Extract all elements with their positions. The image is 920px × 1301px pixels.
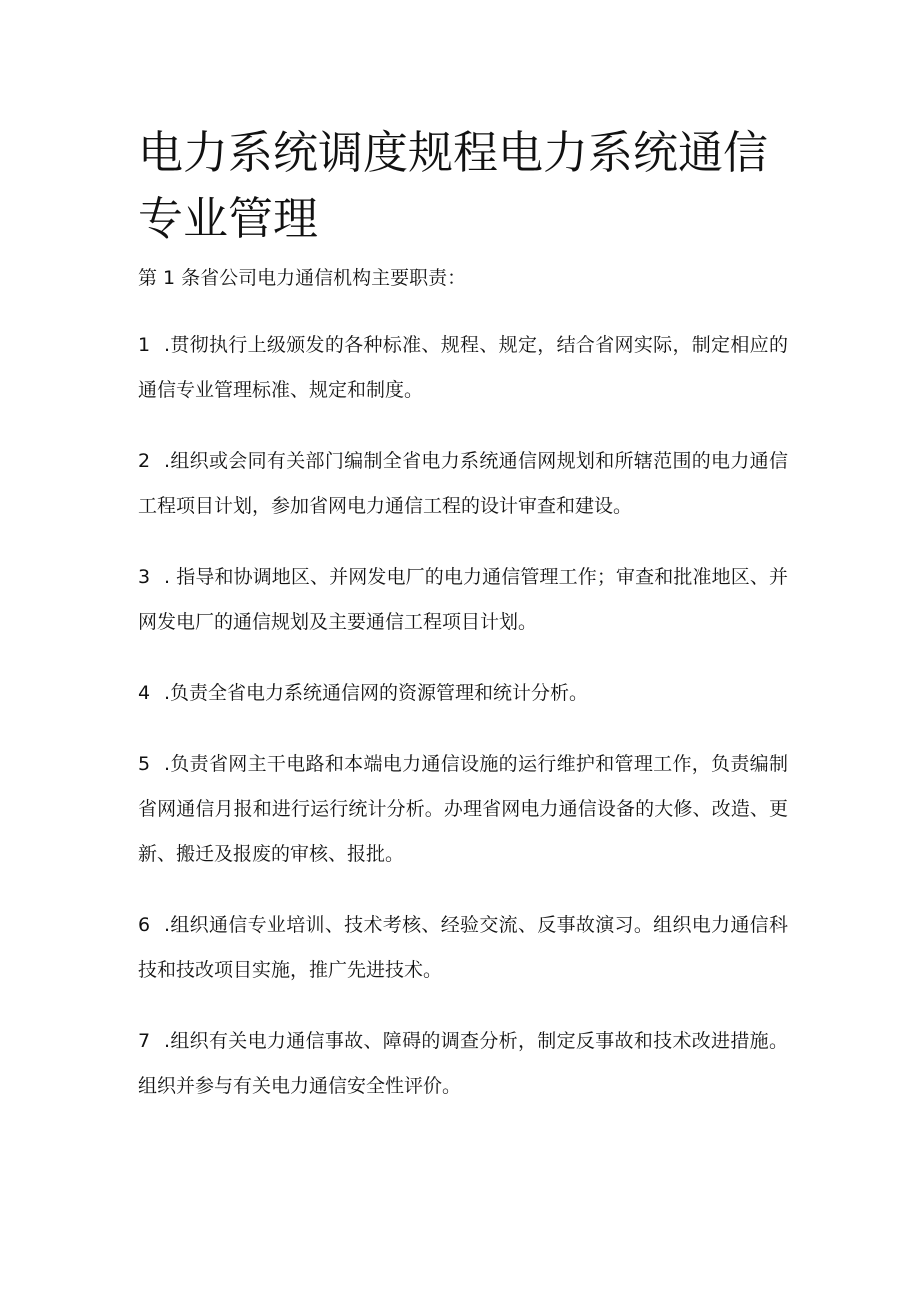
- duty-item: [138, 742, 788, 877]
- item-number: 5: [138, 753, 151, 775]
- item-number: 7: [138, 1030, 151, 1052]
- article-heading: 第 1 条省公司电力通信机构主要职责：: [138, 267, 467, 289]
- document-title: 电力系统调度规程电力系统通信专业管理: [138, 126, 769, 245]
- duty-item: [138, 671, 788, 716]
- duty-item: [138, 555, 788, 645]
- duty-item: [138, 439, 788, 529]
- duty-item: [138, 323, 788, 413]
- duty-item: [138, 1019, 788, 1109]
- item-text: . 指导和协调地区、并网发电厂的电力通信管理工作；审查和批准地区、并网发电厂的通信规划及主要通信工程项目计划。: [138, 566, 788, 633]
- item-text: .贯彻执行上级颁发的各种标准、规程、规定，结合省网实际，制定相应的通信专业管理标准、规定和制度。: [138, 334, 788, 401]
- item-text: .负责全省电力系统通信网的资源管理和统计分析。: [164, 682, 589, 704]
- item-text: .组织有关电力通信事故、障碍的调查分析，制定反事故和技术改进措施。组织并参与有关电力通信安全性评价。: [138, 1030, 788, 1097]
- item-text: .组织通信专业培训、技术考核、经验交流、反事故演习。组织电力通信科技和技改项目实施，推广先进技术。: [138, 914, 788, 981]
- item-number: 2: [138, 450, 151, 472]
- item-number: 6: [138, 914, 151, 936]
- item-number: 3: [138, 566, 151, 588]
- document-page: [138, 120, 788, 1109]
- item-number: 4: [138, 682, 151, 704]
- item-number: 1: [138, 334, 151, 356]
- duty-item: [138, 903, 788, 993]
- item-text: .组织或会同有关部门编制全省电力系统通信网规划和所辖范围的电力通信工程项目计划，参加省网电力通信工程的设计审查和建设。: [138, 450, 788, 517]
- duty-list: [138, 323, 788, 1109]
- item-text: .负责省网主干电路和本端电力通信设施的运行维护和管理工作，负责编制省网通信月报和进行运行统计分析。办理省网电力通信设备的大修、改造、更新、搬迁及报废的审核、报批。: [138, 753, 788, 865]
